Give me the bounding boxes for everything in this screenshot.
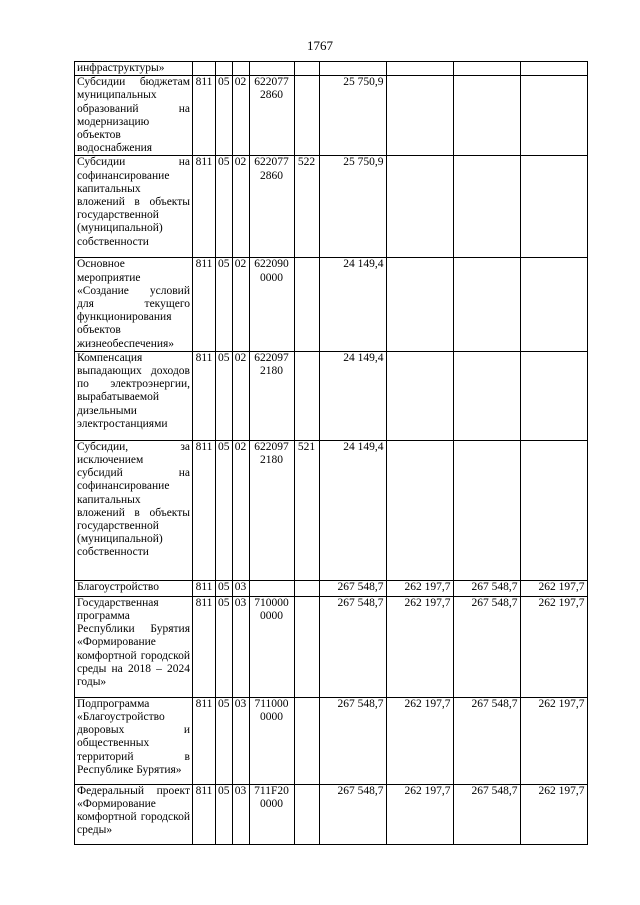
amount-2 [386,76,453,156]
ved-code: 811 [193,351,216,440]
amount-4 [520,76,587,156]
amount-1: 25 750,9 [319,76,386,156]
section-code: 05 [216,580,233,596]
target-article-code: 710000 0000 [249,596,294,697]
page-number: 1767 [307,38,333,53]
expense-type-code [294,351,319,440]
expense-type-code [294,62,319,76]
amount-3 [453,62,520,76]
budget-table [74,61,588,845]
amount-4 [520,156,587,258]
row-name: инфраструктуры» [75,62,193,76]
row-name: Субсидии на софинансирование капитальных вложений в объекты государственной (муниципальной) собственности [75,156,193,258]
subsection-code: 03 [232,580,249,596]
row-name: Подпрограмма «Благоустройство дворовых и общественных территорий в Республике Бурятия» [75,697,193,784]
table-row [75,784,588,844]
amount-3 [453,76,520,156]
table-row [75,76,588,156]
amount-3 [453,156,520,258]
target-article-code [249,62,294,76]
row-name: Основное мероприятие «Создание условий для текущего функционирования объектов жизнеобеспечения» [75,258,193,351]
table-row [75,351,588,440]
subsection-code: 02 [232,76,249,156]
amount-2 [386,258,453,351]
amount-4 [520,62,587,76]
amount-4: 262 197,7 [520,697,587,784]
section-code: 05 [216,697,233,784]
amount-1: 267 548,7 [319,596,386,697]
amount-3: 267 548,7 [453,596,520,697]
amount-2: 262 197,7 [386,784,453,844]
amount-3: 267 548,7 [453,697,520,784]
table-row [75,440,588,580]
table-row [75,596,588,697]
subsection-code: 02 [232,156,249,258]
row-name: Государственная программа Республики Бурятия «Формирование комфортной городской среды на 2018 – 2024 годы» [75,596,193,697]
row-name: Компенсация выпадающих доходов по электроэнергии, вырабатываемой дизельными электростанциями [75,351,193,440]
amount-4: 262 197,7 [520,580,587,596]
amount-4 [520,351,587,440]
subsection-code: 03 [232,596,249,697]
expense-type-code [294,784,319,844]
target-article-code: 622097 2180 [249,440,294,580]
amount-1 [319,62,386,76]
target-article-code: 711000 0000 [249,697,294,784]
amount-2 [386,156,453,258]
section-code: 05 [216,784,233,844]
section-code [216,62,233,76]
amount-1: 24 149,4 [319,351,386,440]
subsection-code: 02 [232,440,249,580]
ved-code: 811 [193,580,216,596]
row-name: Благоустройство [75,580,193,596]
amount-3 [453,351,520,440]
amount-3: 267 548,7 [453,580,520,596]
amount-3 [453,258,520,351]
ved-code: 811 [193,784,216,844]
target-article-code: 622077 2860 [249,76,294,156]
amount-1: 267 548,7 [319,784,386,844]
expense-type-code [294,697,319,784]
table-row [75,580,588,596]
subsection-code [232,62,249,76]
amount-3: 267 548,7 [453,784,520,844]
amount-2: 262 197,7 [386,697,453,784]
target-article-code [249,580,294,596]
section-code: 05 [216,156,233,258]
expense-type-code [294,258,319,351]
expense-type-code: 522 [294,156,319,258]
row-name: Субсидии бюджетам муниципальных образований на модернизацию объектов водоснабжения [75,76,193,156]
subsection-code: 03 [232,784,249,844]
row-name: Федеральный проект «Формирование комфортной городской среды» [75,784,193,844]
ved-code: 811 [193,440,216,580]
amount-4: 262 197,7 [520,784,587,844]
amount-2 [386,62,453,76]
ved-code: 811 [193,258,216,351]
amount-1: 24 149,4 [319,440,386,580]
section-code: 05 [216,258,233,351]
table-row [75,62,588,76]
amount-1: 267 548,7 [319,697,386,784]
section-code: 05 [216,76,233,156]
amount-4: 262 197,7 [520,596,587,697]
expense-type-code [294,580,319,596]
table-row [75,156,588,258]
amount-2 [386,440,453,580]
amount-4 [520,440,587,580]
ved-code: 811 [193,156,216,258]
target-article-code: 622090 0000 [249,258,294,351]
ved-code: 811 [193,697,216,784]
amount-1: 267 548,7 [319,580,386,596]
section-code: 05 [216,596,233,697]
target-article-code: 711F20 0000 [249,784,294,844]
amount-2 [386,351,453,440]
amount-3 [453,440,520,580]
amount-2: 262 197,7 [386,580,453,596]
subsection-code: 02 [232,351,249,440]
amount-4 [520,258,587,351]
amount-1: 25 750,9 [319,156,386,258]
table-row [75,258,588,351]
expense-type-code [294,596,319,697]
expense-type-code: 521 [294,440,319,580]
target-article-code: 622077 2860 [249,156,294,258]
amount-1: 24 149,4 [319,258,386,351]
ved-code: 811 [193,596,216,697]
target-article-code: 622097 2180 [249,351,294,440]
amount-2: 262 197,7 [386,596,453,697]
section-code: 05 [216,440,233,580]
subsection-code: 02 [232,258,249,351]
table-row [75,697,588,784]
ved-code: 811 [193,76,216,156]
expense-type-code [294,76,319,156]
ved-code [193,62,216,76]
section-code: 05 [216,351,233,440]
subsection-code: 03 [232,697,249,784]
row-name: Субсидии, за исключением субсидий на софинансирование капитальных вложений в объекты государственной (муниципальной) собственности [75,440,193,580]
